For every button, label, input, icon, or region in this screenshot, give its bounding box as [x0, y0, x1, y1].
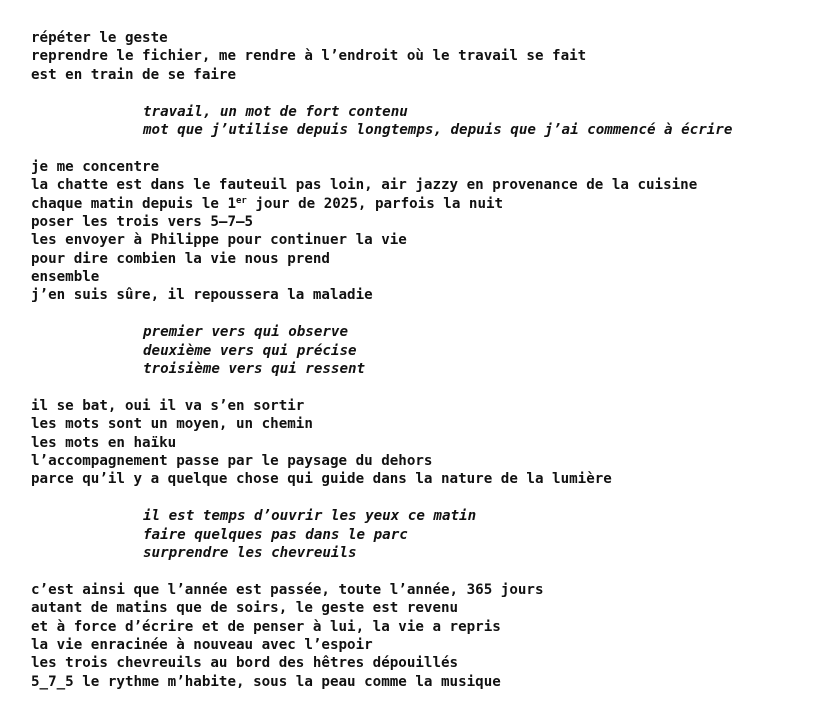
- stanza-1: [31, 29, 821, 84]
- poem-line-italic: mot que j’utilise depuis longtemps, depuis que j’ai commencé à écrire: [143, 121, 733, 138]
- poem-line: est en train de se faire: [31, 66, 236, 83]
- poem-line-italic: travail, un mot de fort contenu: [143, 103, 408, 120]
- poem-line: les trois chevreuils au bord des hêtres dépouillés: [31, 655, 459, 672]
- ordinal-superscript: er: [236, 195, 247, 206]
- italic-stanza-2: [31, 323, 821, 378]
- poem-line-text: chaque matin depuis le 1: [31, 195, 236, 212]
- stanza-gap: [31, 139, 821, 157]
- stanza-gap: [31, 562, 821, 580]
- poem-line: [31, 195, 821, 213]
- poem-line: ensemble: [31, 269, 100, 286]
- poem-line: reprendre le fichier, me rendre à l’endroit où le travail se fait: [31, 48, 587, 65]
- poem-line: répéter le geste: [31, 30, 168, 46]
- poem-line: pour dire combien la vie nous prend: [31, 250, 330, 267]
- stanza-gap: [31, 305, 821, 323]
- poem-line-text: jour de 2025, parfois la nuit: [246, 195, 504, 212]
- poem-document: [31, 29, 821, 691]
- stanza-3: [31, 397, 821, 489]
- poem-line: la chatte est dans le fauteuil pas loin, air jazzy en provenance de la cuisine: [31, 177, 698, 194]
- poem-line: j’en suis sûre, il repoussera la maladie: [31, 287, 373, 304]
- stanza-2: [31, 158, 821, 305]
- poem-line-italic: troisième vers qui ressent: [143, 361, 366, 378]
- poem-line: la vie enracinée à nouveau avec l’espoir: [31, 636, 373, 653]
- stanza-4: [31, 581, 821, 691]
- poem-line: 5_7_5 le rythme m’habite, sous la peau comme la musique: [31, 673, 501, 690]
- poem-line: poser les trois vers 5–7–5: [31, 213, 254, 230]
- poem-line: les mots en haïku: [31, 434, 177, 451]
- poem-line: autant de matins que de soirs, le geste est revenu: [31, 600, 459, 617]
- stanza-gap: [31, 489, 821, 507]
- poem-line: les envoyer à Philippe pour continuer la vie: [31, 232, 407, 249]
- italic-stanza-1: [31, 103, 821, 140]
- poem-line: il se bat, oui il va s’en sortir: [31, 397, 305, 414]
- poem-line: je me concentre: [31, 158, 160, 175]
- poem-line-italic: faire quelques pas dans le parc: [143, 526, 408, 543]
- stanza-gap: [31, 378, 821, 396]
- italic-stanza-3: [31, 507, 821, 562]
- poem-line-italic: il est temps d’ouvrir les yeux ce matin: [143, 508, 477, 525]
- poem-line-italic: deuxième vers qui précise: [143, 342, 357, 359]
- poem-line: l’accompagnement passe par le paysage du dehors: [31, 452, 433, 469]
- poem-line-italic: premier vers qui observe: [143, 324, 348, 341]
- poem-line: c’est ainsi que l’année est passée, toute l’année, 365 jours: [31, 581, 544, 598]
- stanza-gap: [31, 84, 821, 102]
- poem-line: les mots sont un moyen, un chemin: [31, 416, 313, 433]
- poem-line-italic: surprendre les chevreuils: [143, 544, 357, 561]
- poem-line: parce qu’il y a quelque chose qui guide dans la nature de la lumière: [31, 471, 612, 488]
- poem-line: et à force d’écrire et de penser à lui, la vie a repris: [31, 618, 501, 635]
